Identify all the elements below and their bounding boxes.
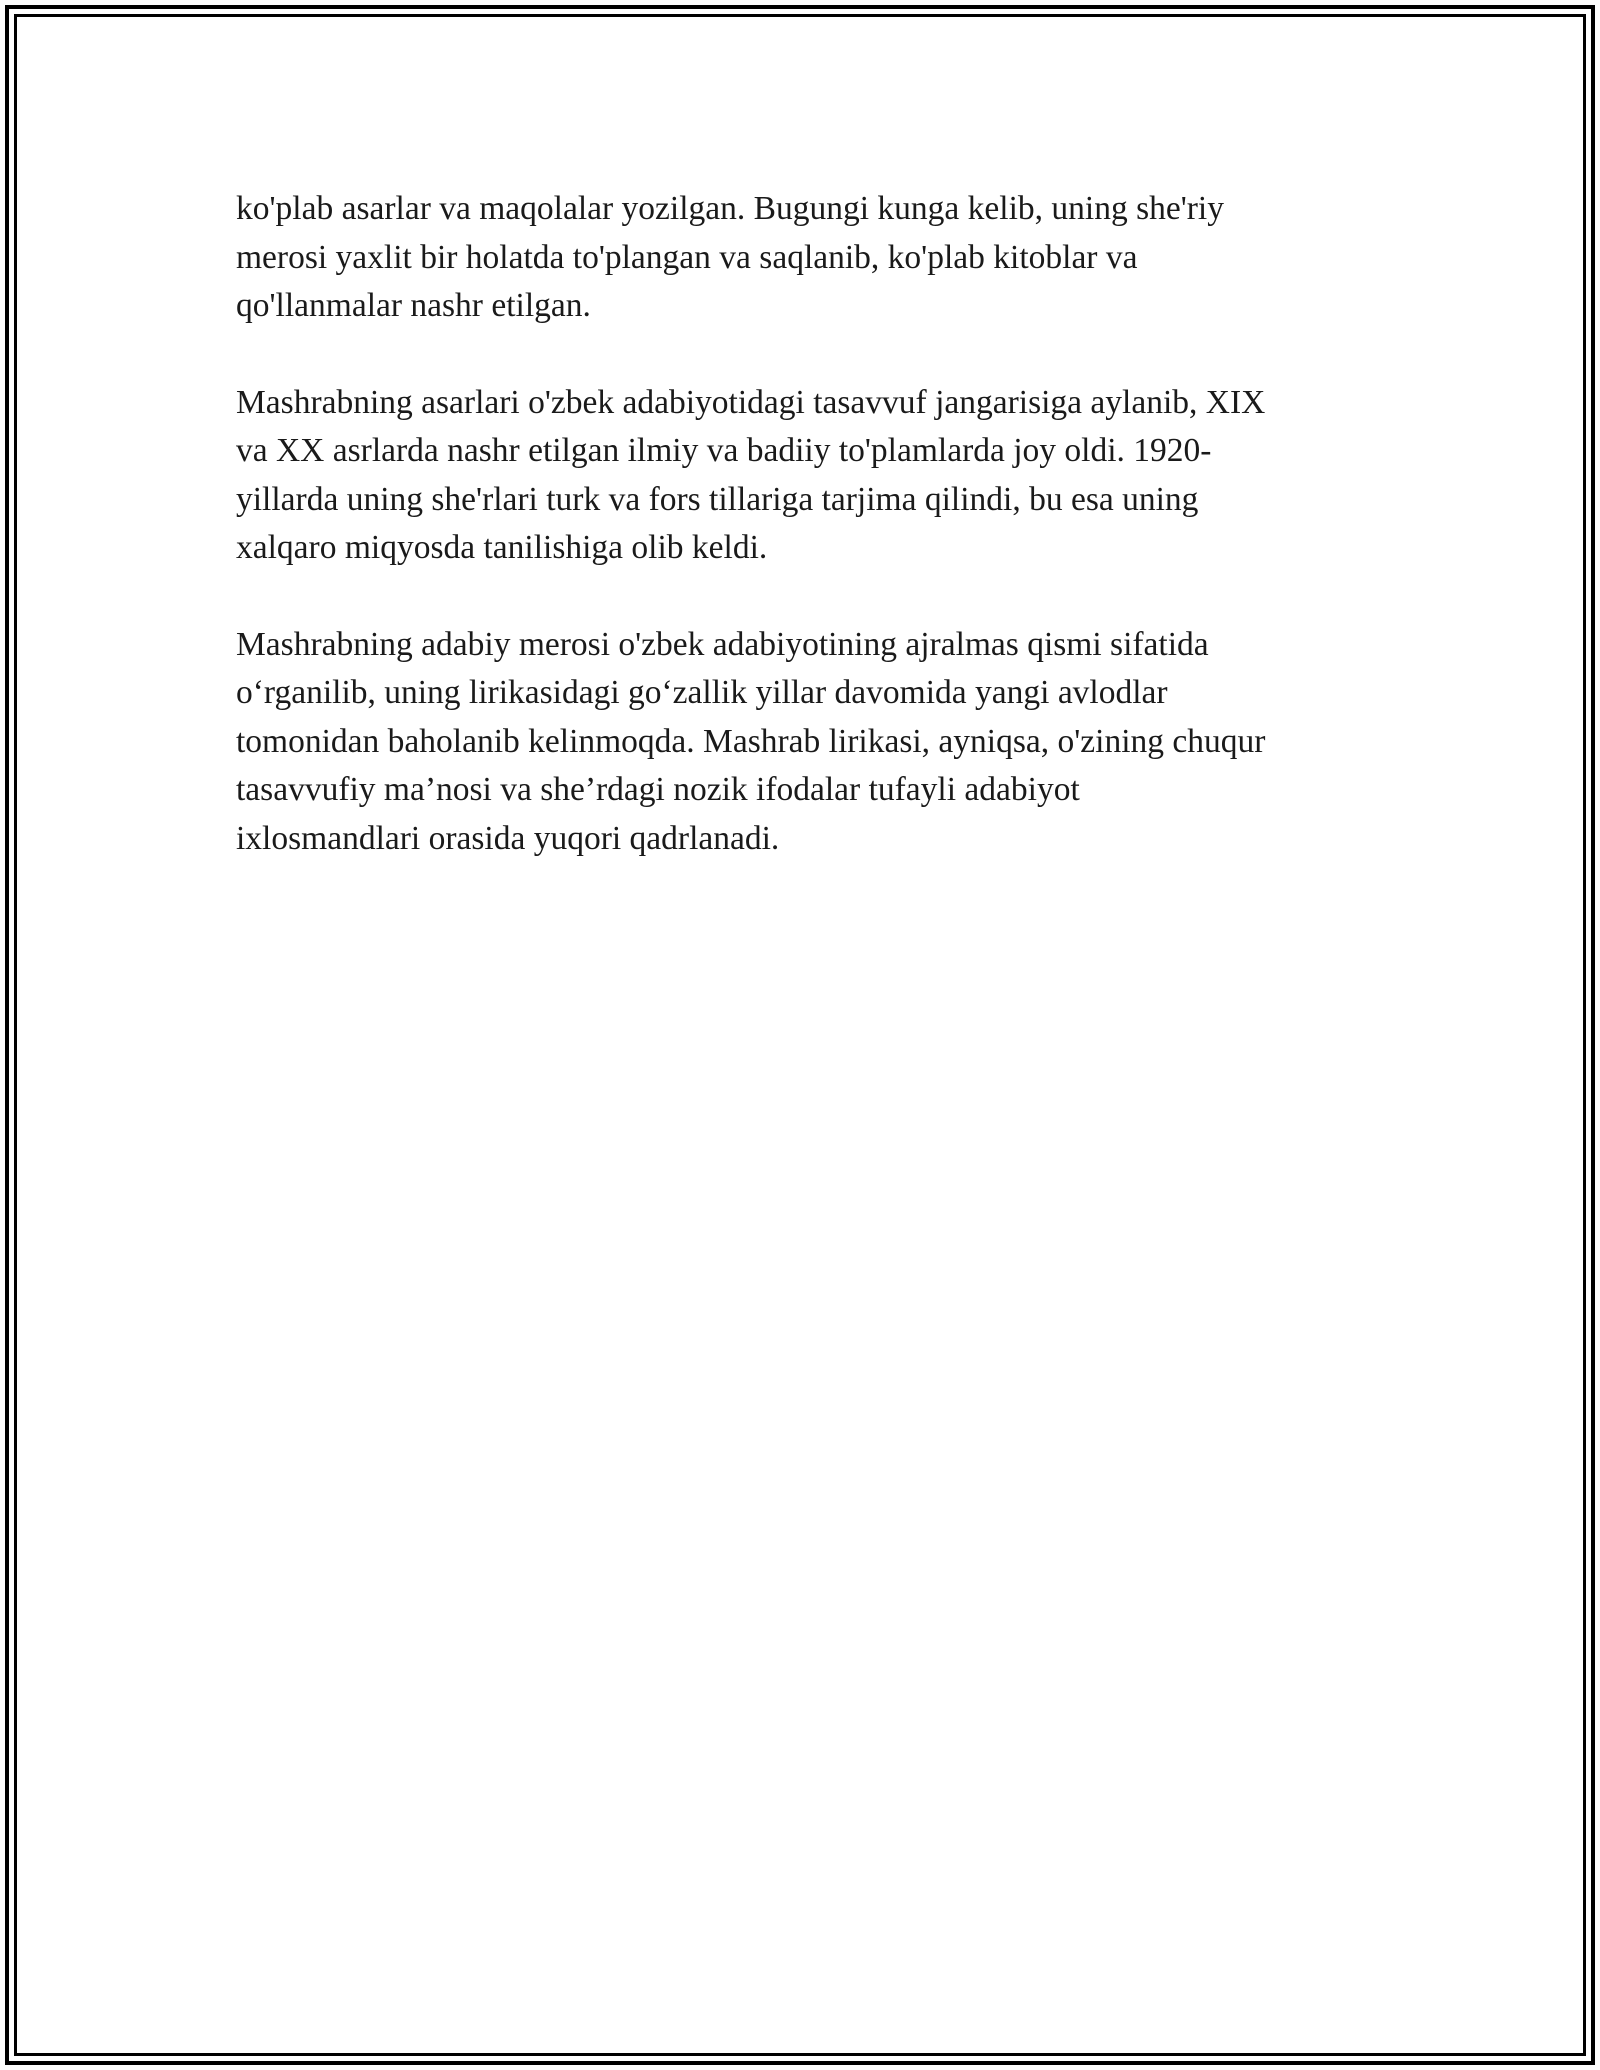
document-body bbox=[236, 185, 1386, 911]
text-line: Mashrabning asarlari o'zbek adabiyotidagi tasavvuf jangarisiga aylanib, XIX bbox=[236, 383, 1266, 421]
text-line: Mashrabning adabiy merosi o'zbek adabiyotining ajralmas qismi sifatida bbox=[236, 625, 1209, 663]
text-line: ixlosmandlari orasida yuqori qadrlanadi. bbox=[236, 819, 780, 857]
paragraph-2 bbox=[236, 379, 1386, 573]
text-line: xalqaro miqyosda tanilishiga olib keldi. bbox=[236, 529, 768, 566]
text-line: yillarda uning she'rlari turk va fors tillariga tarjima qilindi, bu esa uning bbox=[236, 480, 1199, 518]
text-line: ko'plab asarlar va maqolalar yozilgan. Bugungi kunga kelib, uning she'riy bbox=[236, 190, 1224, 227]
text-line: qo'llanmalar nashr etilgan. bbox=[236, 287, 591, 324]
paragraph-3 bbox=[236, 621, 1386, 864]
text-line: o‘rganilib, uning lirikasidagi go‘zallik yillar davomida yangi avlodlar bbox=[236, 674, 1168, 711]
text-line: tasavvufiy ma’nosi va she’rdagi nozik ifodalar tufayli adabiyot bbox=[236, 771, 1080, 808]
text-line: merosi yaxlit bir holatda to'plangan va saqlanib, ko'plab kitoblar va bbox=[236, 238, 1138, 276]
paragraph-1 bbox=[236, 185, 1386, 331]
text-line: va XX asrlarda nashr etilgan ilmiy va badiiy to'plamlarda joy oldi. 1920- bbox=[236, 432, 1212, 469]
text-line: tomonidan baholanib kelinmoqda. Mashrab lirikasi, ayniqsa, o'zining chuqur bbox=[236, 722, 1266, 760]
